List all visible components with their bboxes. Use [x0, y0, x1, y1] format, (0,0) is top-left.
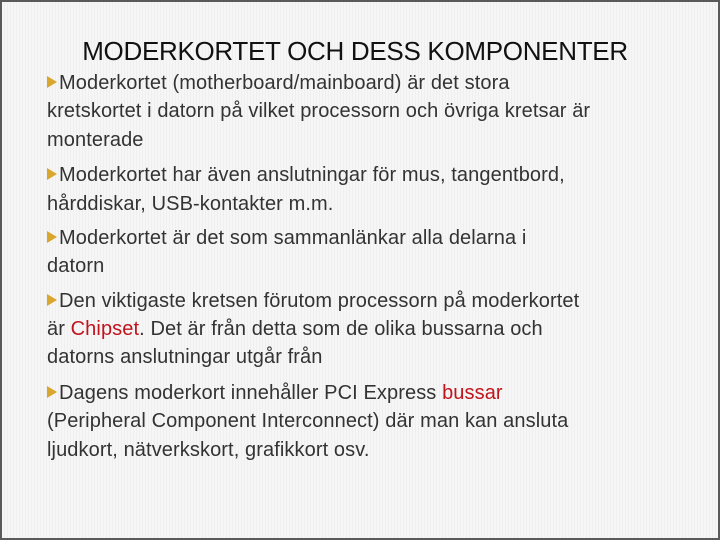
bullet-1-line-3: monterade	[47, 129, 144, 151]
bullet-5-line-1: Dagens moderkort innehåller PCI Express bussar	[47, 382, 503, 405]
bullet-1-line-1: Moderkortet (motherboard/mainboard) är det stora	[47, 72, 510, 95]
bullet-3-line-2: datorn	[47, 255, 105, 277]
bussar-highlight: bussar	[442, 382, 503, 404]
bullet-2-line-1: Moderkortet har även anslutningar för mus, tangentbord,	[47, 164, 565, 187]
arrow-bullet-icon	[47, 231, 57, 243]
arrow-bullet-icon	[47, 168, 57, 180]
bullet-3-line-1: Moderkortet är det som sammanlänkar alla delarna i	[47, 227, 526, 250]
bullet-4-line-1: Den viktigaste kretsen förutom processorn på moderkortet	[47, 290, 579, 313]
slide-title: MODERKORTET OCH DESS KOMPONENTER	[82, 36, 628, 66]
bullet-4-line-2: är Chipset. Det är från detta som de olika bussarna och	[47, 318, 543, 340]
bullet-4-line-3: datorns anslutningar utgår från	[47, 346, 323, 368]
chipset-highlight: Chipset	[70, 318, 140, 340]
arrow-bullet-icon	[47, 76, 57, 88]
bullet-5-line-3: ljudkort, nätverkskort, grafikkort osv.	[47, 439, 370, 461]
bullet-1-line-2: kretskortet i datorn på vilket processorn och övriga kretsar är	[47, 100, 591, 122]
bullet-2-line-2: hårddiskar, USB-kontakter m.m.	[47, 193, 334, 215]
arrow-bullet-icon	[47, 294, 57, 306]
arrow-bullet-icon	[47, 386, 57, 398]
bullet-5-line-2: (Peripheral Component Interconnect) där man kan ansluta	[47, 410, 569, 432]
